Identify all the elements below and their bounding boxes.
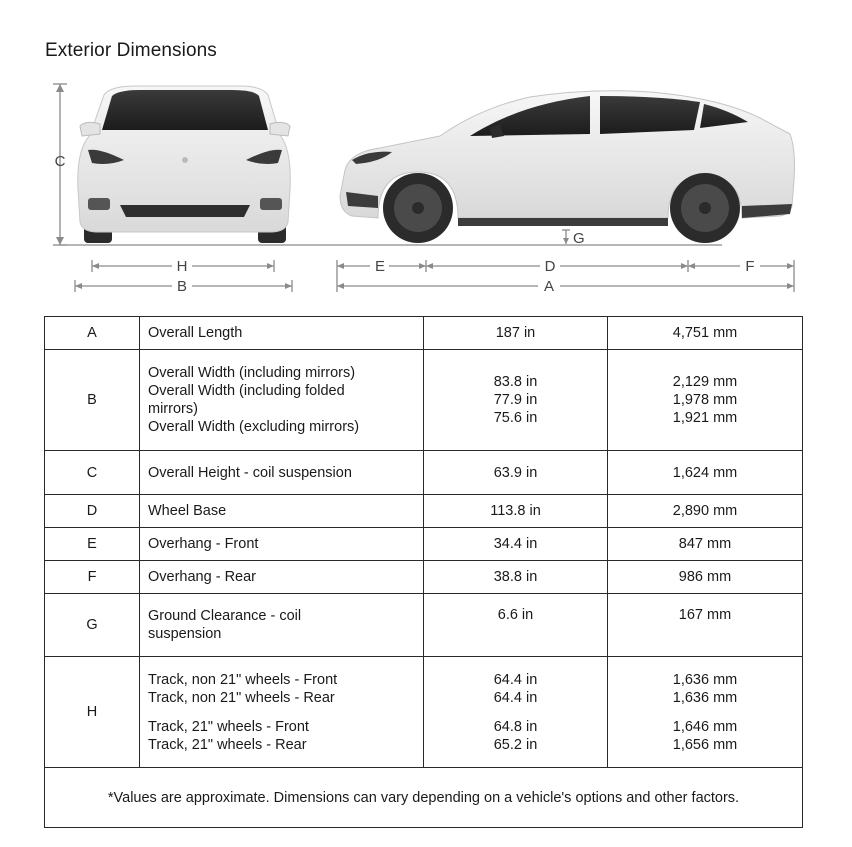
row-description: Overhang - Rear xyxy=(140,561,424,594)
row-description: Overall Height - coil suspension xyxy=(140,451,424,495)
row-description: Track, non 21" wheels - Front Track, non 21" wheels - Rear Track, 21" wheels - Front Track, 21" wheels - Rear xyxy=(140,657,424,768)
table-row xyxy=(45,350,803,451)
row-code: F xyxy=(45,561,140,594)
car-side-view xyxy=(340,91,795,243)
row-millimeters: 167 mm xyxy=(608,594,803,657)
row-millimeters: 2,890 mm xyxy=(608,495,803,528)
car-front-view xyxy=(78,86,291,243)
page-title: Exterior Dimensions xyxy=(45,40,217,61)
dim-label-d: D xyxy=(544,258,556,275)
row-inches: 113.8 in xyxy=(424,495,608,528)
row-inches: 6.6 in xyxy=(424,594,608,657)
row-millimeters: 1,624 mm xyxy=(608,451,803,495)
row-description: Overhang - Front xyxy=(140,528,424,561)
row-millimeters: 847 mm xyxy=(608,528,803,561)
dim-label-a: A xyxy=(543,278,555,295)
row-inches: 38.8 in xyxy=(424,561,608,594)
table-row xyxy=(45,317,803,350)
row-inches: 64.4 in 64.4 in 64.8 in 65.2 in xyxy=(424,657,608,768)
table-footnote-row xyxy=(45,768,803,828)
row-code: A xyxy=(45,317,140,350)
dim-label-h: H xyxy=(176,258,188,275)
row-millimeters: 986 mm xyxy=(608,561,803,594)
dim-label-e: E xyxy=(374,258,386,275)
row-code: E xyxy=(45,528,140,561)
dimensions-table xyxy=(44,316,803,828)
table-row xyxy=(45,657,803,768)
row-millimeters: 4,751 mm xyxy=(608,317,803,350)
dimensions-diagram xyxy=(0,0,852,310)
row-description: Wheel Base xyxy=(140,495,424,528)
table-row xyxy=(45,495,803,528)
row-inches: 34.4 in xyxy=(424,528,608,561)
row-description: Overall Length xyxy=(140,317,424,350)
table-row xyxy=(45,594,803,657)
dim-label-c: C xyxy=(54,153,66,170)
row-code: G xyxy=(45,594,140,657)
row-description: Ground Clearance - coil suspension xyxy=(140,594,424,657)
row-millimeters: 1,636 mm 1,636 mm 1,646 mm 1,656 mm xyxy=(608,657,803,768)
table-row xyxy=(45,451,803,495)
row-code: C xyxy=(45,451,140,495)
table-row xyxy=(45,528,803,561)
row-code: H xyxy=(45,657,140,768)
dim-label-g: G xyxy=(573,230,585,247)
footnote: *Values are approximate. Dimensions can vary depending on a vehicle's options and other factors. xyxy=(45,768,803,828)
table-row xyxy=(45,561,803,594)
dim-label-b: B xyxy=(176,278,188,295)
dim-label-f: F xyxy=(745,258,755,275)
row-description: Overall Width (including mirrors) Overall Width (including folded mirrors) Overall Width (excluding mirrors) xyxy=(140,350,424,451)
row-code: B xyxy=(45,350,140,451)
row-inches: 63.9 in xyxy=(424,451,608,495)
row-inches: 187 in xyxy=(424,317,608,350)
row-inches: 83.8 in 77.9 in 75.6 in xyxy=(424,350,608,451)
row-millimeters: 2,129 mm 1,978 mm 1,921 mm xyxy=(608,350,803,451)
row-code: D xyxy=(45,495,140,528)
